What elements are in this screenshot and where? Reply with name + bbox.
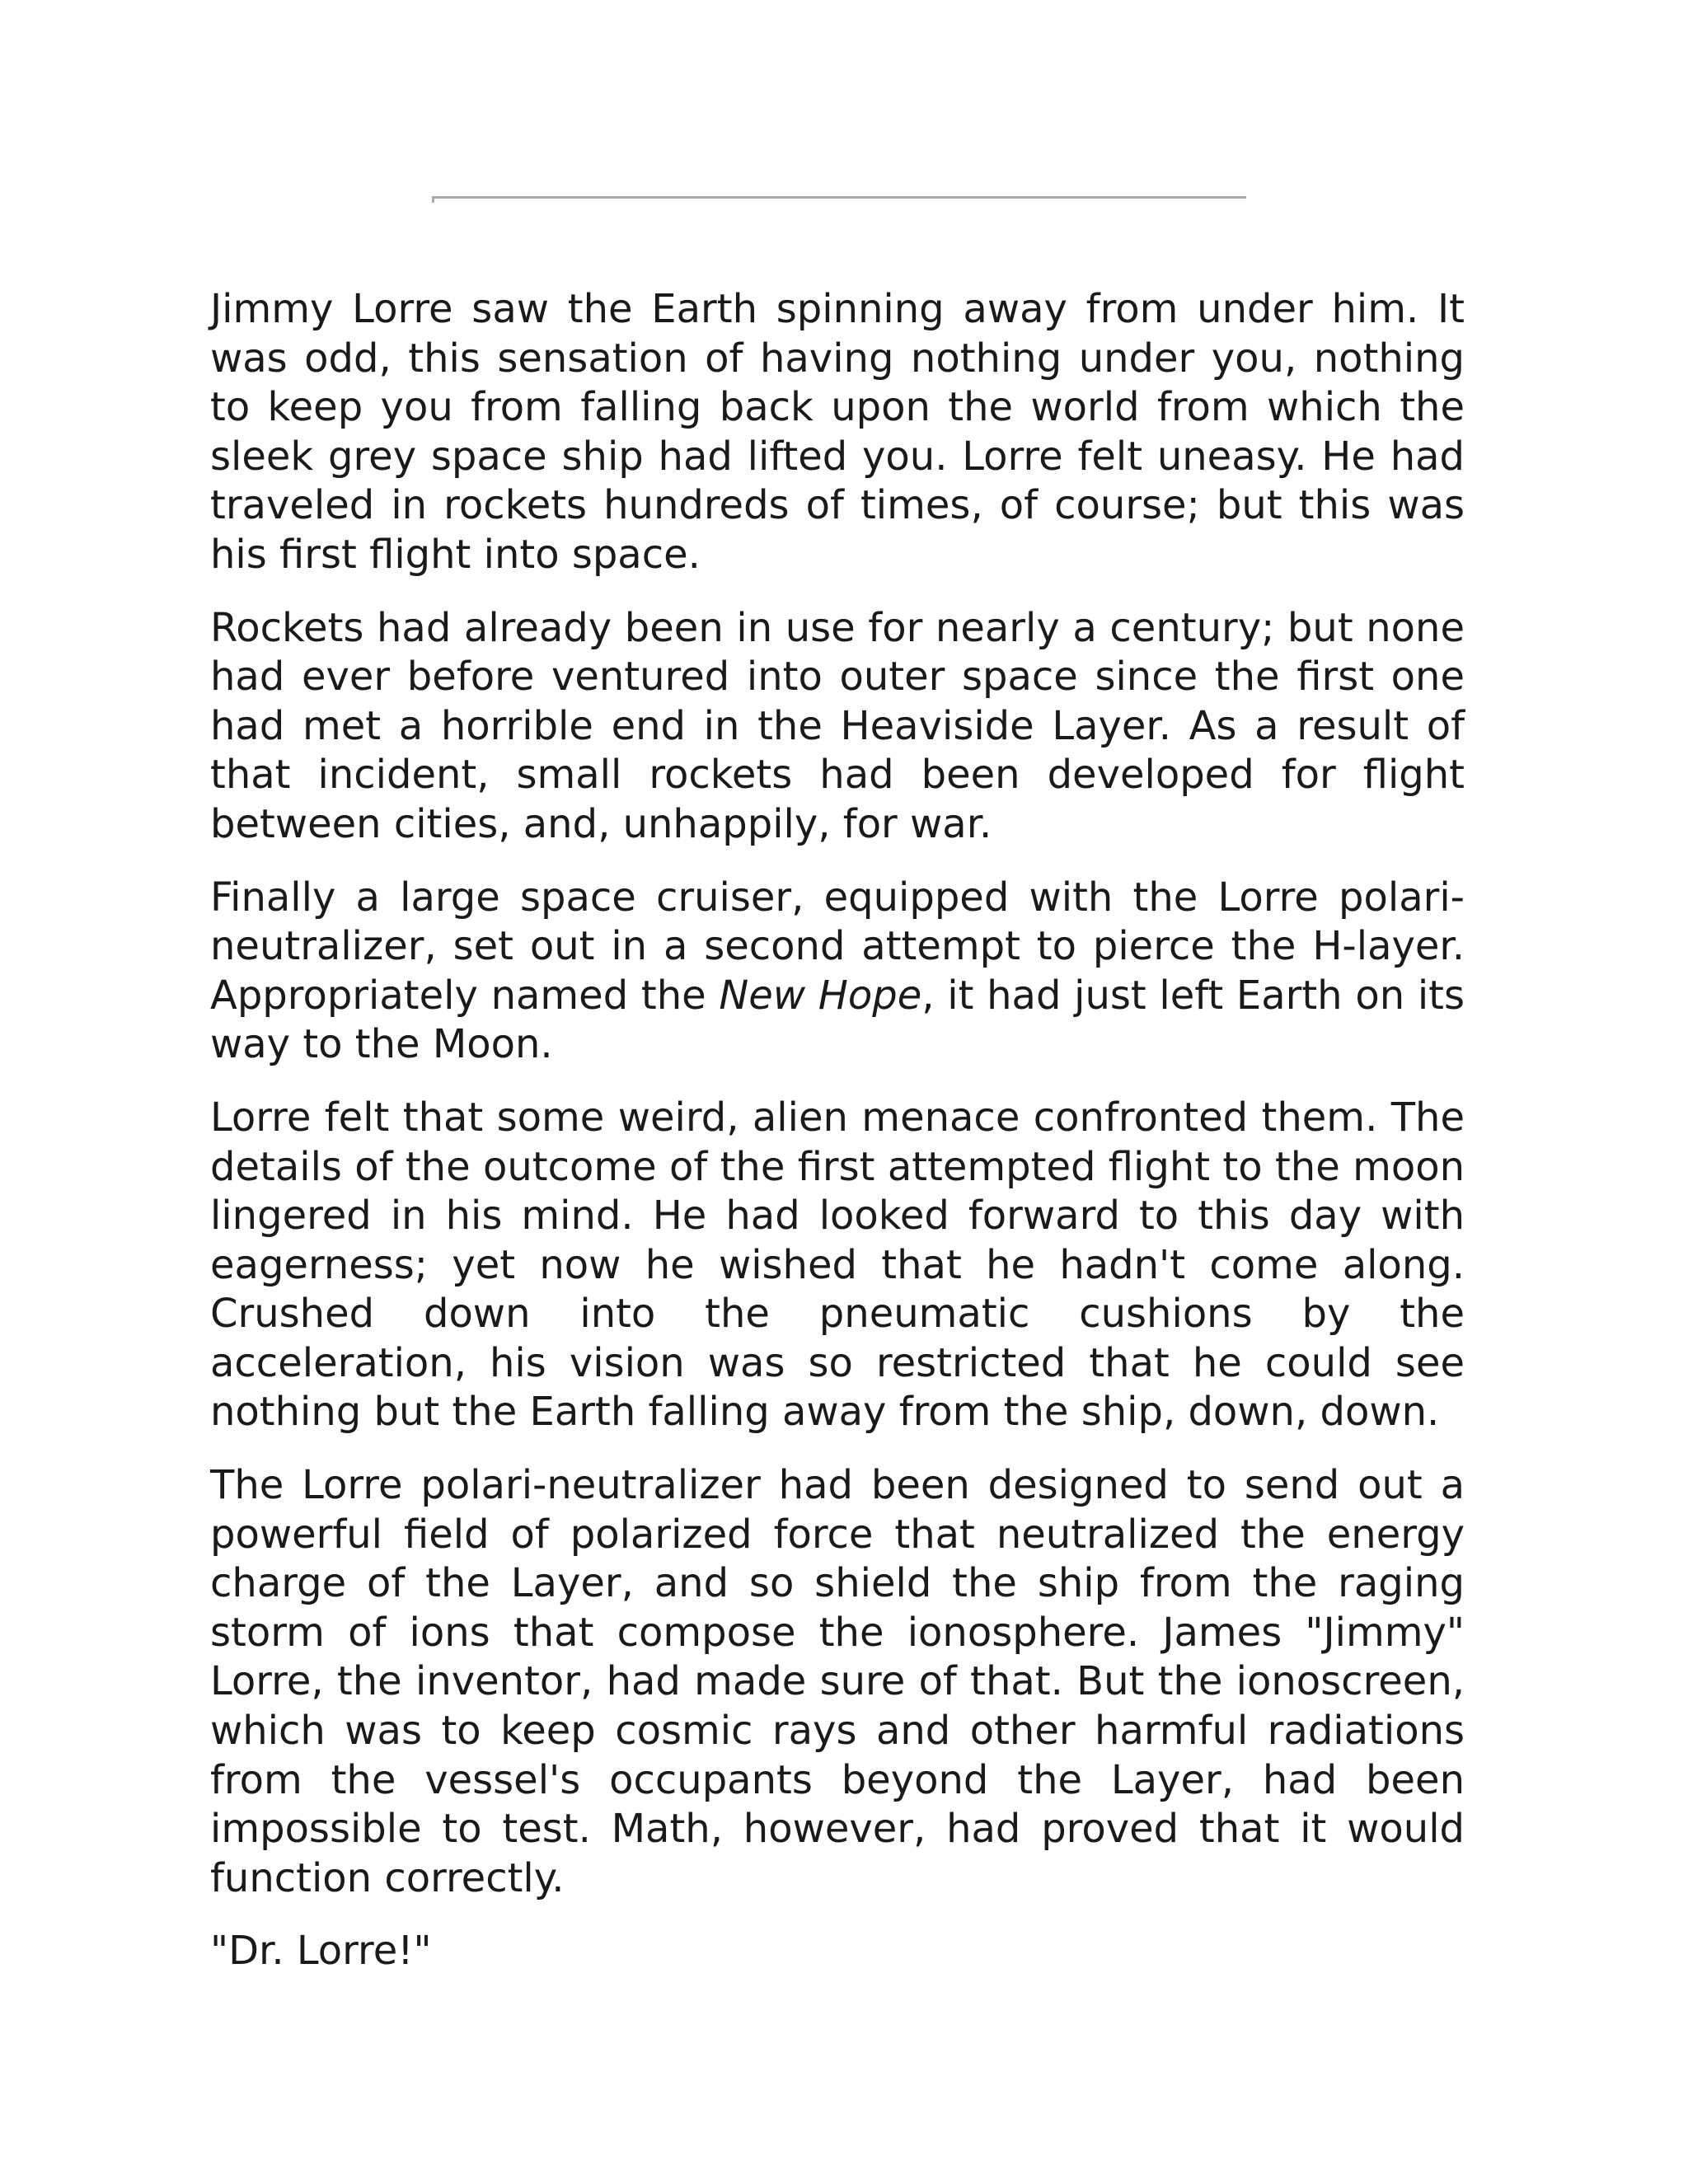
header-rule <box>432 196 1246 199</box>
text-span: , it had just left Earth on its way to the Moon. <box>210 972 1465 1068</box>
text-span: Finally a large space cruiser, equipped with the Lorre polari-neutralizer, set out in a second attempt to pierce the H-layer. Appropriately named the <box>210 874 1465 1019</box>
paragraph: The Lorre polari-neutralizer had been designed to send out a powerful field of polarized force that neutralized the energy charge of the Layer, and so shield the ship from the raging storm of ions that compose the ionosphere. James "Jimmy" Lorre, the inventor, had made sure of that. But the ionoscreen, which was to keep cosmic rays and other harmful radiations from the vessel's occupants beyond the Layer, had been impossible to test. Math, however, had proved that it would function correctly. <box>210 1462 1465 1901</box>
ship-name: New Hope <box>719 972 922 1019</box>
paragraph: Lorre felt that some weird, alien menace confronted them. The details of the outcome of the first attempted flight to the moon lingered in his mind. He had looked forward to this day with eagerness; yet now he wished that he hadn't come along. Crushed down into the pneumatic cushions by the acceleration, his vision was so restricted that he could see nothing but the Earth falling away from the ship, down, down. <box>210 1094 1465 1436</box>
paragraph: "Dr. Lorre!" <box>210 1928 432 1975</box>
paragraph: Rockets had already been in use for nearly a century; but none had ever before ventured into outer space since the first one had met a horrible end in the Heaviside Layer. As a result of that incident, small rockets had been developed for flight between cities, and, unhappily, for war. <box>210 604 1465 847</box>
paragraph: Jimmy Lorre saw the Earth spinning away from under him. It was odd, this sensation of having nothing under you, nothing to keep you from falling back upon the world from which the sleek grey space ship had lifted you. Lorre felt uneasy. He had traveled in rockets hundreds of times, of course; but this was his first flight into space. <box>210 286 1465 578</box>
body-text <box>210 285 1465 2000</box>
paragraph <box>210 874 1465 1070</box>
